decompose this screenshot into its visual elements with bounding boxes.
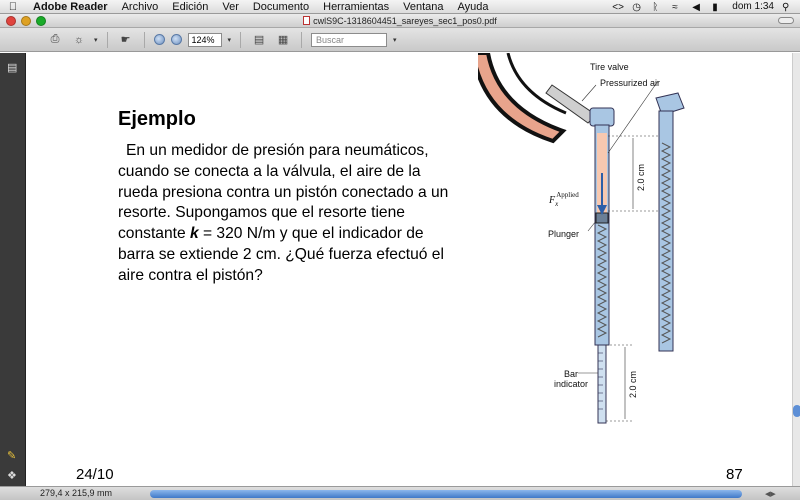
toolbar-divider xyxy=(240,32,241,48)
window-controls xyxy=(0,16,46,26)
horizontal-scroll-thumb[interactable] xyxy=(150,490,742,498)
search-dropdown-icon[interactable]: ▾ xyxy=(393,36,397,44)
vertical-scrollbar[interactable] xyxy=(792,53,800,486)
window-title-bar xyxy=(0,14,800,28)
zoom-dropdown-icon[interactable]: ▾ xyxy=(227,36,232,44)
menu-ver[interactable]: Ver xyxy=(222,0,239,13)
menu-documento[interactable]: Documento xyxy=(252,0,310,13)
label-pressurized-air: Pressurized air xyxy=(600,78,661,88)
menu-archivo[interactable]: Archivo xyxy=(121,0,159,13)
navigation-panel xyxy=(0,53,26,486)
print-icon[interactable]: ⎙ xyxy=(50,33,60,45)
slide-body-text xyxy=(118,141,463,287)
label-force-symbol: F xyxy=(549,195,556,206)
body-text-part-2: = 320 N/m y que el indicador de barra se extiende 2 cm. ¿Qué fuerza efectuó el aire contra el pistón? xyxy=(118,225,444,284)
label-tire-valve: Tire valve xyxy=(590,62,629,72)
body-text-part-1: En un medidor de presión para neumáticos, cuando se conecta a la válvula, el aire de la rueda presiona contra un pistón conectado a un resorte. Supongamos que el resorte tiene constante xyxy=(118,142,449,243)
share-icon[interactable]: ☼ xyxy=(73,33,85,46)
toolbar-divider xyxy=(107,32,108,48)
clock-icon[interactable]: ◷ xyxy=(632,1,642,13)
minimize-window-button[interactable] xyxy=(21,16,31,26)
label-dimension-bottom: 2.0 cm xyxy=(628,370,638,398)
toolbar xyxy=(0,28,800,52)
tire-shape xyxy=(478,53,563,141)
toolbar-divider xyxy=(301,32,302,48)
page-size-readout: 279,4 x 215,9 mm xyxy=(40,488,113,498)
spotlight-icon[interactable]: ⚲ xyxy=(782,1,790,13)
fit-width-icon[interactable]: ▦ xyxy=(277,34,289,46)
gauge-head-left xyxy=(590,108,614,126)
tire-valve-stem xyxy=(546,85,596,123)
slide-page-number: 87 xyxy=(726,466,743,483)
menu-ayuda[interactable]: Ayuda xyxy=(457,0,489,13)
apple-menu-icon[interactable] xyxy=(0,1,26,13)
leader-tire-valve xyxy=(582,85,596,101)
menu-clock[interactable]: dom 1:34 xyxy=(732,1,774,12)
pdf-document-icon xyxy=(303,16,310,25)
tire-gauge-figure xyxy=(478,53,708,433)
window-title xyxy=(0,16,800,26)
label-force-subscript: x xyxy=(555,200,559,208)
toolbar-toggle-button[interactable] xyxy=(778,17,794,24)
label-force xyxy=(548,191,579,208)
menu-app-name[interactable]: Adobe Reader xyxy=(33,0,108,13)
bluetooth-icon[interactable]: ᚱ xyxy=(652,1,659,13)
menu-herramientas[interactable]: Herramientas xyxy=(323,0,390,13)
bar-indicator xyxy=(598,345,606,423)
zoom-in-icon[interactable] xyxy=(171,34,182,45)
menu-ventana[interactable]: Ventana xyxy=(403,0,444,13)
spring-constant-symbol: k xyxy=(189,225,199,243)
window-title-text: cwlS9C-1318604451_sareyes_sec1_pos0.pdf xyxy=(313,15,497,26)
fit-page-icon[interactable]: ▤ xyxy=(253,34,265,46)
scroll-arrows-icon[interactable]: ◀▶ xyxy=(765,491,776,498)
comments-icon[interactable]: ✎ xyxy=(7,450,17,462)
sync-icon[interactable]: <> xyxy=(612,1,624,13)
toolbar-divider xyxy=(144,32,145,48)
hand-tool-icon[interactable]: ☛ xyxy=(120,34,131,46)
zoom-level-field[interactable]: 124% xyxy=(188,33,222,47)
label-force-superscript: Applied xyxy=(556,191,579,199)
label-plunger: Plunger xyxy=(548,229,580,239)
label-dimension-top: 2.0 cm xyxy=(636,163,646,191)
label-bar: Bar xyxy=(564,369,579,379)
search-input[interactable]: Buscar xyxy=(311,33,387,47)
status-bar xyxy=(0,486,800,500)
label-indicator: indicator xyxy=(554,379,589,389)
zoom-window-button[interactable] xyxy=(36,16,46,26)
close-window-button[interactable] xyxy=(6,16,16,26)
menu-extras xyxy=(612,1,800,12)
menu-edicion[interactable]: Edición xyxy=(172,0,209,13)
menu-bar xyxy=(0,0,800,14)
pages-panel-icon[interactable]: ▤ xyxy=(7,62,18,74)
slide-date: 24/10 xyxy=(76,466,114,483)
wifi-icon[interactable]: ≈ xyxy=(672,1,678,13)
volume-icon[interactable]: ◀ xyxy=(692,1,700,13)
slide-heading: Ejemplo xyxy=(118,108,196,130)
vertical-scroll-thumb[interactable] xyxy=(793,405,800,417)
share-dropdown-icon[interactable]: ▾ xyxy=(94,36,98,44)
battery-icon[interactable]: ▮ xyxy=(712,1,718,13)
zoom-out-icon[interactable] xyxy=(154,34,165,45)
attachments-icon[interactable]: ❖ xyxy=(7,470,17,482)
